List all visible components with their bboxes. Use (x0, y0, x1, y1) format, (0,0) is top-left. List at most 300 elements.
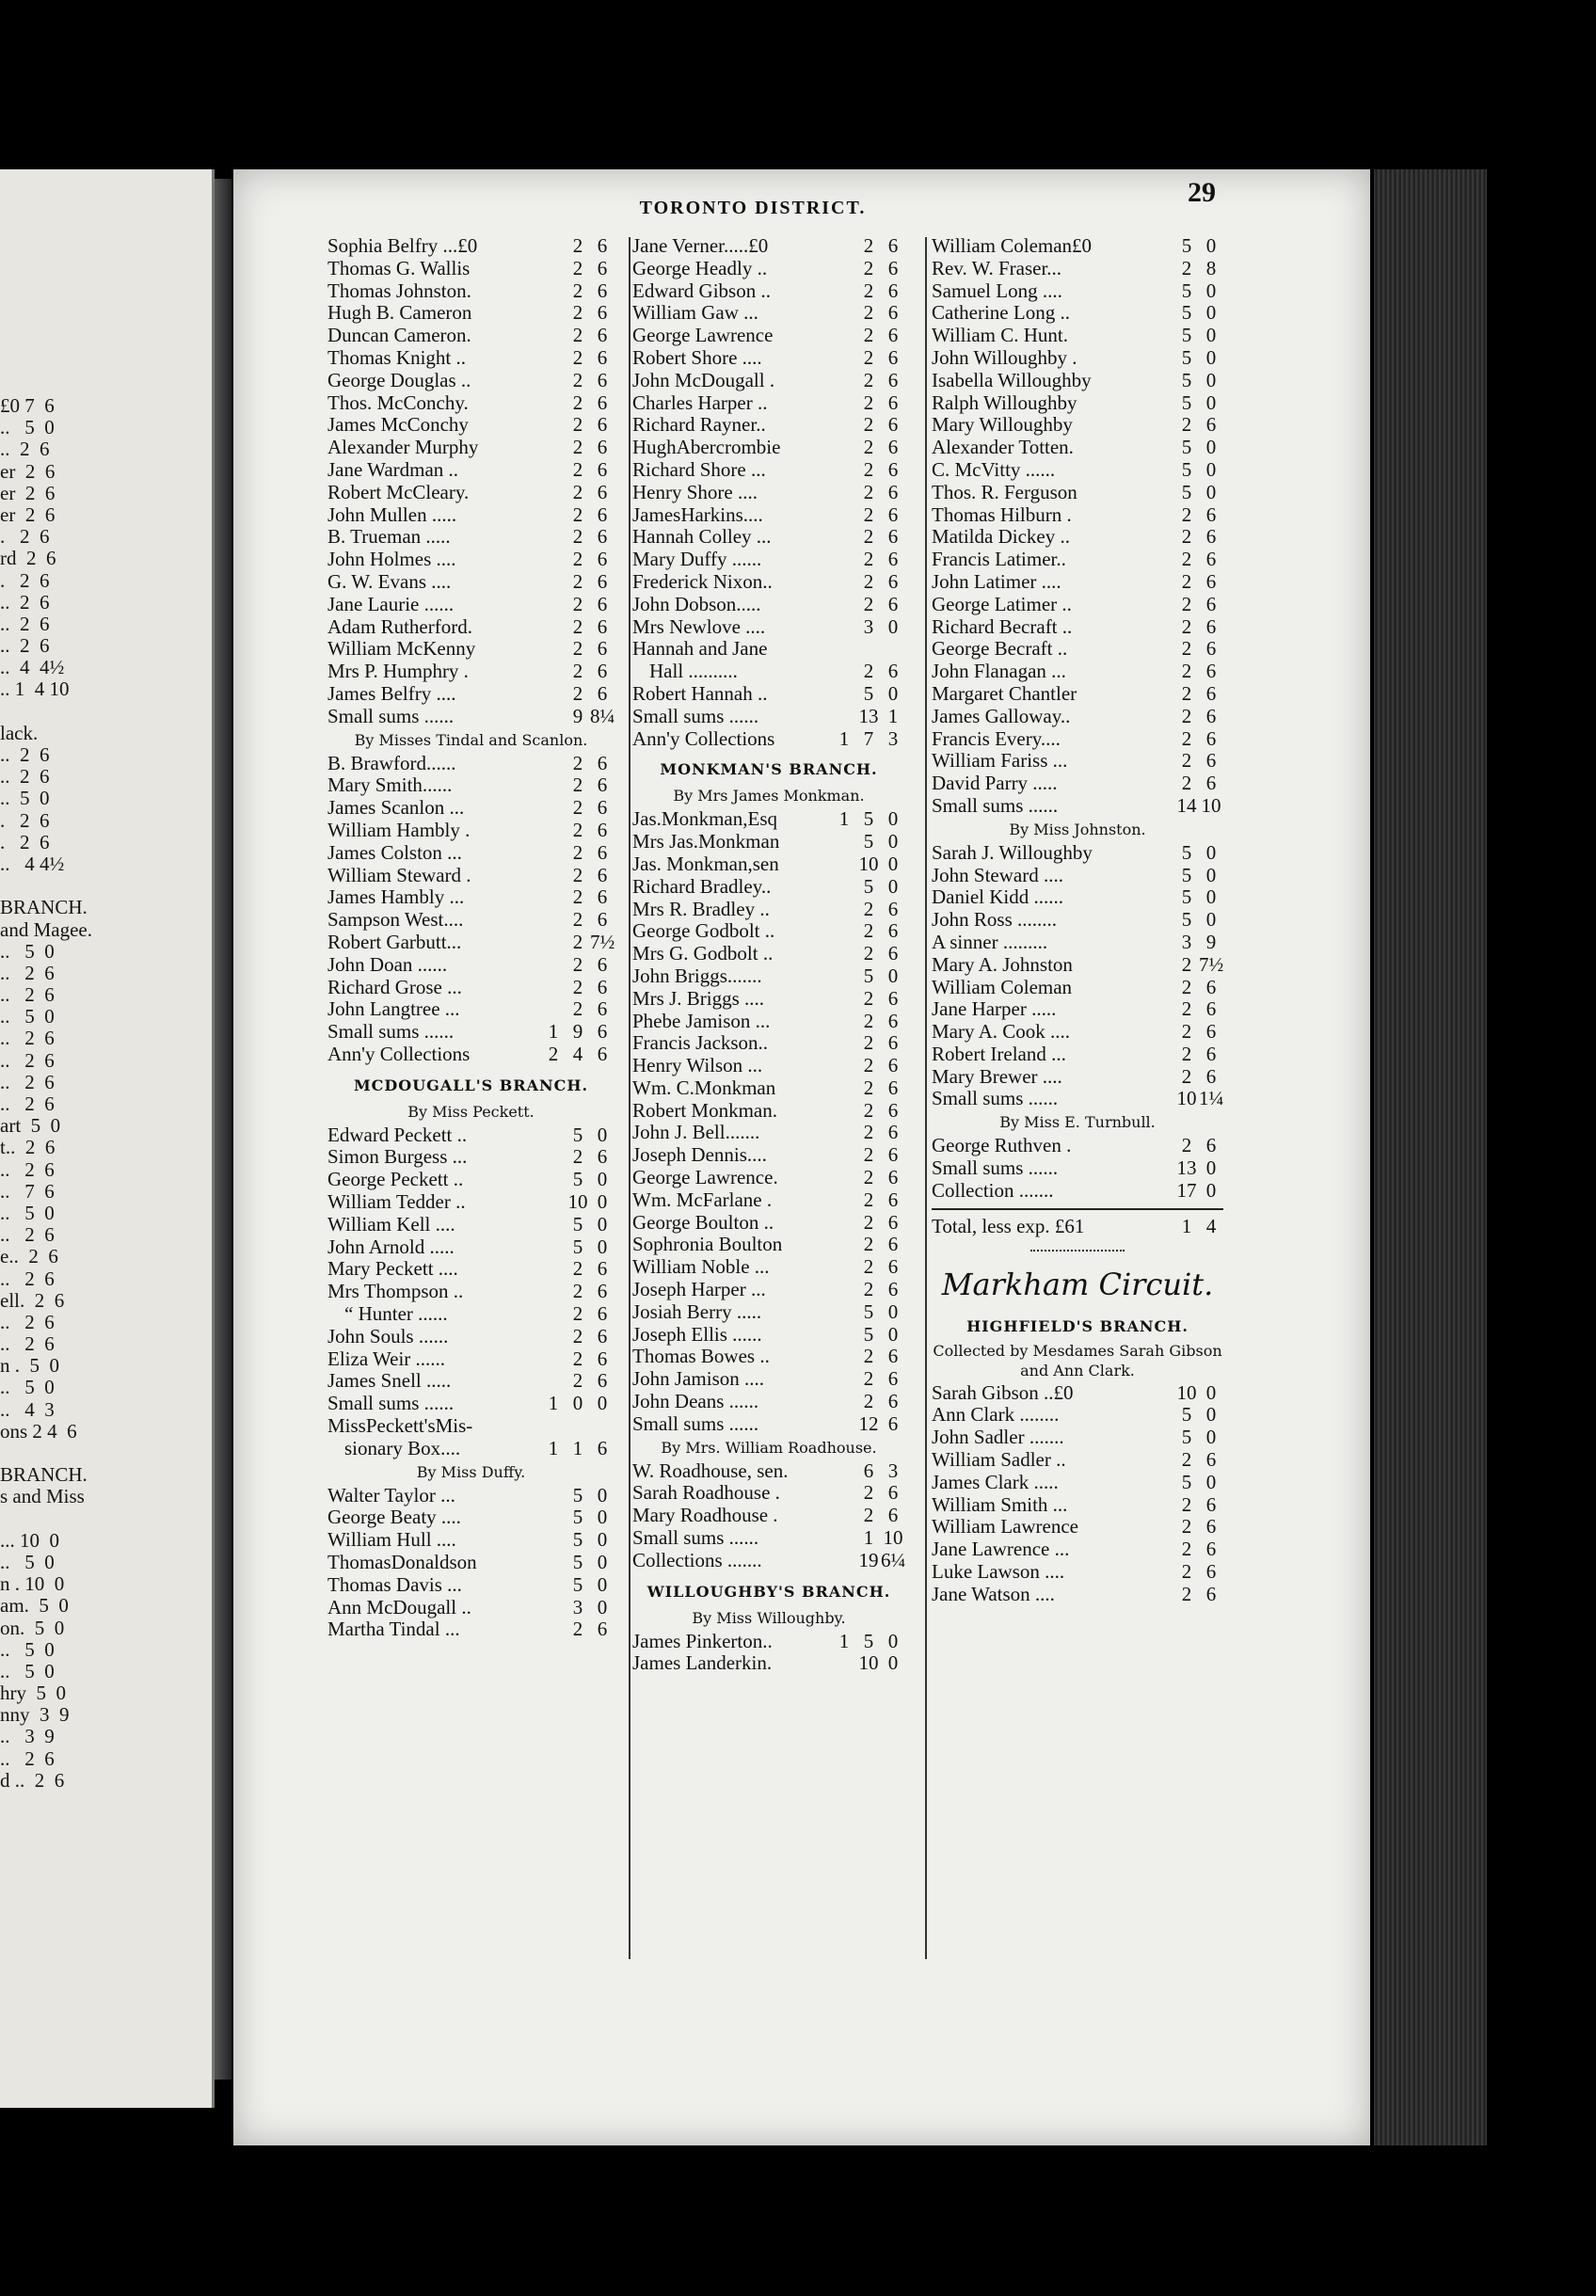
amount-shillings: 5 (1181, 885, 1192, 909)
previous-page-line: ons 2 4 6 (0, 1419, 77, 1443)
amount-pounds (1150, 325, 1174, 347)
amount-pounds (1150, 1516, 1174, 1539)
amount-pence: 0 (1205, 1380, 1217, 1404)
previous-page-line: .. 5 0 (0, 787, 50, 810)
amount-shillings: 2 (863, 525, 874, 549)
subscriber-row (632, 1368, 905, 1391)
amount-pounds (832, 853, 856, 876)
amount-pence: 6 (1205, 637, 1217, 661)
amount-shillings: 5 (572, 1168, 583, 1191)
subscriber-row (632, 1460, 905, 1483)
subscriber-row (632, 459, 905, 482)
subscriber-row (632, 1346, 905, 1368)
amount-pence: 6 (1205, 975, 1217, 998)
amount-pounds (1150, 437, 1174, 459)
amount-shillings: 2 (863, 324, 874, 347)
amount-shillings: 5 (1181, 457, 1192, 481)
amount-pounds (832, 526, 856, 549)
amount-pence: 0 (1205, 368, 1217, 391)
amount-pence: 6 (887, 897, 899, 920)
amount-shillings: 2 (863, 1166, 874, 1189)
previous-page-line: .. 5 0 (0, 1659, 55, 1682)
amount-pounds (541, 1618, 566, 1641)
amount-pounds (832, 706, 856, 728)
previous-page-line: er 2 6 (0, 481, 56, 504)
amount-shillings: 2 (1181, 772, 1192, 795)
subscriber-row (932, 258, 1223, 280)
amount-pounds (1150, 998, 1174, 1021)
subscriber-row (632, 1011, 905, 1033)
subscriber-row (632, 1652, 905, 1675)
amount-pence: 0 (1205, 1426, 1217, 1449)
amount-shillings: 5 (863, 1629, 874, 1652)
subscriber-name: W. Roadhouse, sen. (632, 1459, 789, 1482)
amount-pence (881, 638, 905, 661)
subscriber-row (632, 235, 905, 258)
subscriber-row (932, 977, 1223, 999)
subscriber-name: HughAbercrombie (632, 437, 781, 459)
subscriber-name: George Becraft .. (932, 638, 1068, 661)
previous-page-line: .. 5 0 (0, 416, 55, 439)
amount-pounds (541, 954, 566, 977)
subscriber-row (327, 1191, 614, 1214)
amount-shillings: 2 (1181, 256, 1192, 279)
amount-pounds (541, 1214, 566, 1236)
amount-pence: 6 (887, 525, 899, 549)
amount-pounds (832, 1527, 856, 1550)
subscriber-row (327, 392, 614, 415)
subscriber-name: Mrs Thompson .. (327, 1281, 464, 1303)
amount-pence: 6 (1205, 704, 1217, 727)
subscriber-row (327, 1258, 614, 1281)
subscriber-name: Jas. Monkman,sen (632, 853, 779, 875)
amount-pence: 0 (887, 852, 899, 875)
amount-shillings: 2 (1181, 548, 1192, 571)
amount-pence: 6 (597, 1145, 608, 1169)
subscriber-row (327, 977, 614, 999)
subscriber-row (327, 1348, 614, 1371)
subscriber-row (327, 370, 614, 392)
subscriber-row (327, 865, 614, 887)
amount-pence: 0 (597, 1168, 608, 1191)
amount-shillings: 5 (572, 1483, 583, 1507)
amount-pence: 6 (1205, 1448, 1217, 1472)
amount-shillings: 9 (572, 704, 583, 727)
amount-pounds (832, 1652, 856, 1675)
amount-pounds (541, 280, 566, 303)
amount-pounds (1150, 302, 1174, 325)
amount-pence: 6 (597, 863, 608, 886)
amount-shillings: 1 (572, 1436, 583, 1459)
subscriber-row (932, 909, 1223, 932)
amount-pence: 6 (887, 1076, 899, 1099)
subscriber-name: Thomas Bowes .. (632, 1346, 770, 1368)
subscriber-name: Thomas G. Wallis (327, 257, 471, 279)
amount-pence: 0 (597, 1190, 608, 1214)
subscriber-row (327, 437, 614, 459)
subscriber-name: Robert Garbutt... (327, 931, 462, 953)
subscriber-row (327, 526, 614, 549)
amount-pounds (832, 988, 856, 1011)
amount-pounds (1150, 1472, 1174, 1494)
amount-pence: 0 (887, 1651, 899, 1675)
amount-pence: 0 (1205, 1156, 1217, 1180)
amount-pence: 7½ (1199, 952, 1224, 976)
subscriber-name: Thos. R. Ferguson (932, 481, 1077, 503)
amount-shillings: 2 (863, 897, 874, 920)
amount-shillings: 3 (863, 614, 874, 638)
subscriber-name: Luke Lawson .... (932, 1561, 1065, 1584)
subscriber-name: Jane Verner.....£0 (632, 235, 769, 257)
amount-pounds (832, 1550, 856, 1572)
amount-pounds: 1 (838, 807, 850, 831)
subscriber-row (327, 1574, 614, 1597)
subscriber-row (327, 280, 614, 303)
amount-pence: 6 (597, 660, 608, 683)
subscriber-row (632, 853, 905, 876)
subscriber-row (327, 661, 614, 683)
previous-page-line: s and Miss (0, 1485, 85, 1508)
previous-page-line: .. 3 9 (0, 1725, 55, 1748)
amount-shillings: 2 (572, 324, 583, 347)
branch-heading: MCDOUGALL'S BRANCH. (353, 1076, 589, 1094)
subscriber-row (632, 706, 905, 728)
previous-page-line: n . 5 0 (0, 1354, 59, 1378)
amount-pence: 6 (597, 614, 608, 638)
previous-page-fragment (0, 169, 215, 2108)
subscriber-name: James McConchy (327, 414, 469, 437)
subscriber-row (632, 638, 905, 661)
subscriber-name: Small sums ...... (327, 1021, 455, 1044)
amount-pounds (832, 347, 856, 370)
amount-pounds (832, 235, 856, 258)
amount-shillings: 2 (1181, 1042, 1192, 1065)
subscriber-name: Wm. C.Monkman (632, 1076, 776, 1099)
subscriber-name: Small sums ...... (632, 1412, 759, 1435)
amount-pence: 6 (887, 391, 899, 414)
amount-pence: 0 (1205, 391, 1217, 414)
amount-pence: 0 (597, 1123, 608, 1146)
amount-pence: 6 (887, 368, 899, 391)
subscriber-row (632, 1482, 905, 1505)
total-line (932, 1208, 1223, 1242)
amount-pounds (1150, 1044, 1174, 1066)
ornamental-rule (1030, 1250, 1125, 1254)
amount-pence: 6 (597, 368, 608, 391)
previous-page-line: .. 2 6 (0, 765, 50, 789)
collector-line: By Miss Johnston. (1009, 820, 1146, 838)
subscriber-name: sionary Box.... (344, 1437, 461, 1459)
subscriber-name: James Snell ..... (327, 1370, 452, 1393)
amount-shillings: 2 (863, 234, 874, 257)
amount-shillings: 2 (572, 1324, 583, 1347)
previous-page-line: .. 2 6 (0, 743, 50, 766)
amount-pence: 0 (887, 964, 899, 987)
subscriber-row (632, 437, 905, 459)
amount-shillings: 2 (863, 942, 874, 965)
amount-pounds (541, 325, 566, 347)
amount-shillings: 2 (572, 614, 583, 638)
amount-pounds (1150, 932, 1174, 954)
amount-pence: 6 (887, 256, 899, 279)
amount-pounds (1150, 1427, 1174, 1449)
amount-pence: 6 (1205, 1515, 1217, 1539)
amount-shillings: 2 (572, 368, 583, 391)
previous-page-line: art 5 0 (0, 1114, 61, 1138)
amount-pence: 6¼ (881, 1548, 906, 1571)
subscriber-name: William Gaw ... (632, 302, 758, 325)
previous-page-line: .. 2 6 (0, 1157, 55, 1181)
amount-pounds (1150, 773, 1174, 795)
amount-pounds (541, 549, 566, 571)
amount-pounds (541, 302, 566, 325)
amount-shillings: 2 (572, 457, 583, 481)
amount-pounds (832, 1301, 856, 1324)
book-gutter (215, 179, 231, 2080)
subscriber-name: Jane Watson .... (932, 1583, 1055, 1605)
amount-pence: 6 (597, 818, 608, 841)
subscriber-name: Robert Monkman. (632, 1099, 777, 1122)
previous-page-line: .. 2 6 (0, 1048, 55, 1072)
subscriber-name: James Landerkin. (632, 1652, 773, 1675)
amount-shillings: 5 (1181, 324, 1192, 347)
collector-line: Collected by Mesdames Sarah Gibson and Ann Clark. (933, 1341, 1222, 1379)
amount-pence: 0 (597, 1572, 608, 1596)
subscriber-row (327, 1370, 614, 1393)
amount-pence: 6 (597, 256, 608, 279)
collector-line: By Mrs. William Roadhouse. (661, 1438, 877, 1457)
amount-pence: 3 (887, 1459, 899, 1482)
subscriber-row (632, 1413, 905, 1436)
amount-pounds (1150, 235, 1174, 258)
subscriber-row (632, 594, 905, 616)
amount-shillings: 5 (572, 1551, 583, 1574)
subscriber-name: Sophia Belfry ...£0 (327, 235, 478, 257)
subscriber-row (327, 909, 614, 932)
amount-pounds (1150, 526, 1174, 549)
subscriber-name: Josiah Berry ..... (632, 1300, 762, 1323)
amount-pence: 0 (1205, 885, 1217, 909)
amount-pence: 0 (597, 1528, 608, 1552)
subscriber-name: Mary Duffy ...... (632, 549, 762, 571)
subscriber-row (632, 504, 905, 527)
subscriber-name: Robert Ireland ... (932, 1043, 1066, 1065)
amount-pounds (1150, 683, 1174, 706)
amount-pounds (832, 325, 856, 347)
amount-pounds (1150, 886, 1174, 909)
amount-shillings: 2 (863, 548, 874, 571)
amount-pounds (1150, 459, 1174, 482)
amount-pence: 6 (887, 986, 899, 1010)
subscriber-name: John Ross ........ (932, 909, 1058, 932)
subscriber-row (632, 943, 905, 965)
subscriber-name: Duncan Cameron. (327, 325, 471, 347)
amount-pence: 6 (597, 952, 608, 976)
previous-page-line: .. 2 6 (0, 961, 55, 984)
amount-pence: 6 (1205, 1560, 1217, 1584)
amount-shillings: 2 (863, 1390, 874, 1413)
amount-pounds (832, 831, 856, 853)
subscriber-row (632, 683, 905, 706)
subscriber-row (932, 1584, 1223, 1606)
subscriber-row (327, 1485, 614, 1507)
amount-pence: 6 (1205, 1064, 1217, 1088)
subscriber-row (932, 370, 1223, 392)
subscriber-row (632, 1505, 905, 1527)
amount-pounds: 1 (838, 1629, 850, 1652)
amount-pounds (1150, 1382, 1174, 1405)
amount-shillings: 2 (1181, 660, 1192, 683)
amount-pence: 6 (887, 942, 899, 965)
subscriber-row (932, 1516, 1223, 1539)
amount-shillings: 5 (863, 964, 874, 987)
amount-shillings: 2 (572, 1257, 583, 1281)
amount-pence: 6 (597, 637, 608, 661)
subscriber-name: Samuel Long .... (932, 279, 1062, 302)
subscriber-name: Henry Shore .... (632, 481, 758, 503)
branch-heading: WILLOUGHBY'S BRANCH. (646, 1582, 891, 1601)
subscriber-name: John Mullen ..... (327, 503, 457, 526)
subscriber-name: George Boulton .. (632, 1211, 774, 1234)
subscriber-row (932, 482, 1223, 504)
amount-pounds (832, 1122, 856, 1144)
previous-page-line: .. 2 6 (0, 1070, 55, 1093)
amount-pence: 6 (597, 975, 608, 998)
subscriber-row (327, 683, 614, 706)
column-divider (925, 237, 927, 1959)
amount-pence: 0 (1205, 908, 1217, 932)
subscriber-row (327, 1326, 614, 1348)
subscriber-row (327, 482, 614, 504)
subscriber-row (632, 728, 905, 751)
amount-pounds (832, 1505, 856, 1527)
subscriber-name: Small sums ...... (327, 1393, 455, 1415)
subscriber-row (932, 886, 1223, 909)
subscriber-row (327, 1044, 614, 1066)
amount-pence: 6 (887, 480, 899, 503)
subscriber-name: William Hambly . (327, 819, 471, 841)
amount-shillings: 2 (863, 1481, 874, 1505)
amount-shillings: 2 (1181, 637, 1192, 661)
previous-page-line (0, 1443, 151, 1464)
amount-shillings: 2 (1181, 1134, 1192, 1157)
amount-shillings: 2 (1181, 1020, 1192, 1044)
amount-pounds (832, 943, 856, 965)
page-edges (1374, 169, 1487, 2145)
amount-pence: 6 (597, 1042, 608, 1065)
amount-shillings: 10 (567, 1190, 588, 1214)
amount-shillings: 5 (1181, 1403, 1192, 1427)
subscriber-row (632, 302, 905, 325)
previous-page-line: ell. 2 6 (0, 1288, 65, 1312)
subscriber-name: Mary Peckett .... (327, 1258, 458, 1281)
subscriber-row (632, 1256, 905, 1279)
amount-pounds (832, 661, 856, 683)
amount-pounds (1150, 865, 1174, 887)
amount-shillings: 2 (1181, 413, 1192, 437)
collector-line: By Mrs James Monkman. (673, 787, 865, 805)
subscriber-row (932, 1494, 1223, 1517)
amount-pence: 10 (1201, 793, 1221, 817)
subscriber-row (632, 1234, 905, 1256)
subscriber-name: Mary Willoughby (932, 414, 1073, 437)
amount-pence: 0 (887, 830, 899, 853)
subscriber-row (932, 1427, 1223, 1449)
amount-pence: 6 (597, 751, 608, 774)
amount-pence: 6 (887, 279, 899, 302)
amount-pounds (541, 753, 566, 775)
amount-pounds (832, 1460, 856, 1483)
column-1 (327, 235, 614, 1641)
amount-pence: 6 (597, 436, 608, 459)
amount-shillings: 9 (572, 1020, 583, 1044)
amount-pounds (541, 661, 566, 683)
collector-line: By Miss Peckett. (407, 1102, 535, 1121)
subscriber-name: B. Brawford...... (327, 752, 456, 774)
amount-shillings: 2 (1181, 1064, 1192, 1088)
amount-pounds (541, 1169, 566, 1191)
amount-shillings: 2 (572, 256, 583, 279)
subscriber-name: Small sums ...... (327, 705, 455, 727)
subscriber-row (632, 526, 905, 549)
amount-shillings: 10 (1176, 1087, 1197, 1110)
amount-shillings: 2 (1181, 1538, 1192, 1561)
subscriber-name: Simon Burgess ... (327, 1146, 468, 1169)
amount-shillings: 2 (572, 660, 583, 683)
amount-pence: 6 (1205, 1492, 1217, 1516)
subscriber-row (327, 1393, 614, 1415)
subscriber-name: B. Trueman ..... (327, 526, 451, 549)
subscriber-row (632, 1122, 905, 1144)
amount-pounds (541, 1236, 566, 1259)
subscriber-name: Hannah and Jane (632, 638, 768, 661)
amount-pence: 6 (887, 1481, 899, 1505)
amount-pence: 6 (597, 1324, 608, 1347)
subscriber-row (632, 1324, 905, 1347)
amount-pence: 0 (1205, 863, 1217, 886)
subscriber-row (632, 347, 905, 370)
subscriber-name: Walter Taylor ... (327, 1484, 455, 1507)
subscriber-name: Francis Every.... (932, 727, 1061, 750)
amount-pounds (1150, 1021, 1174, 1044)
amount-pence: 7½ (590, 930, 615, 953)
previous-page-line: .. 5 0 (0, 1637, 55, 1661)
previous-page-line: . 2 6 (0, 525, 50, 549)
subscriber-name: Eliza Weir ...... (327, 1347, 446, 1370)
subscriber-name: Edward Peckett .. (327, 1124, 468, 1146)
amount-shillings: 5 (1181, 1470, 1192, 1493)
amount-pence: 6 (597, 1257, 608, 1281)
previous-page-line: .. 5 0 (0, 939, 55, 963)
subscriber-row (632, 1055, 905, 1077)
amount-pence: 6 (597, 413, 608, 437)
subscriber-row (327, 1281, 614, 1303)
previous-page-line (0, 1508, 151, 1530)
subscriber-row (632, 1550, 905, 1572)
amount-pounds (832, 1011, 856, 1033)
amount-shillings: 2 (572, 234, 583, 257)
amount-pounds (541, 392, 566, 415)
amount-shillings (856, 638, 881, 661)
subscriber-row (327, 1146, 614, 1169)
amount-shillings: 2 (1181, 952, 1192, 976)
amount-shillings: 2 (572, 751, 583, 774)
amount-shillings: 2 (572, 301, 583, 325)
subscriber-row (632, 482, 905, 504)
amount-pounds (1150, 1135, 1174, 1157)
previous-page-line: BRANCH. (0, 896, 88, 919)
previous-page-line: ... 10 0 (0, 1528, 59, 1552)
